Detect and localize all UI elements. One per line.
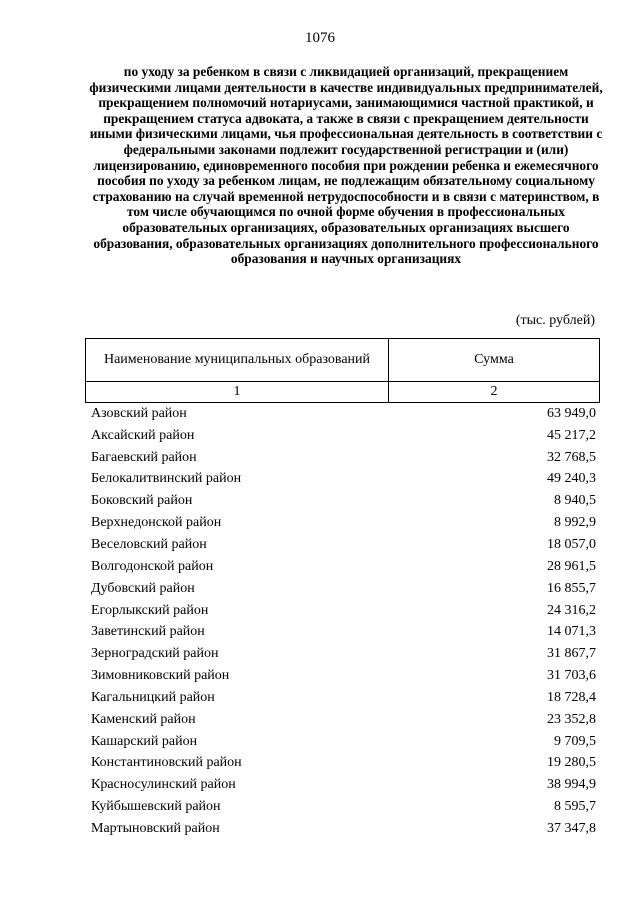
amount-value: 8 595,7 [554, 799, 596, 815]
column-number-2: 2 [389, 382, 600, 403]
municipality-name: Заветинский район [91, 624, 205, 640]
table-row [91, 556, 596, 578]
table-row [91, 621, 596, 643]
table-heading: по уходу за ребенком в связи с ликвидацией организаций, прекращением физическими лицами деятельности в качестве индивидуальных предпринимателей, прекращением полномочий нотариусами, занимающимися частной практикой, и прекращением статуса адвоката, а также в связи с прекращением деятельности иными физическими лицами, чья профессиональная деятельность в соответствии с федеральными законами подлежит государственной регистрации и (или) лицензированию, единовременного пособия при рождении ребенка и ежемесячного пособия по уходу за ребенком лицам, не подлежащим обязательному социальному страхованию на случай временной нетрудоспособности и в связи с материнством, в том числе обучающимся по очной форме обучения в профессиональных образовательных организациях, образовательных организациях высшего образования, образовательных организациях дополнительного профессионального образования и научных организациях [89, 64, 603, 267]
table-row [91, 687, 596, 709]
municipality-name: Зерноградский район [91, 646, 219, 662]
amount-value: 32 768,5 [547, 449, 596, 465]
municipality-name: Кагальницкий район [91, 689, 215, 705]
amount-value: 24 316,2 [547, 602, 596, 618]
amount-value: 31 703,6 [547, 668, 596, 684]
municipality-name: Мартыновский район [91, 820, 220, 836]
column-number-1: 1 [86, 382, 389, 403]
amount-value: 8 940,5 [554, 493, 596, 509]
table-row [91, 731, 596, 753]
table-row [91, 600, 596, 622]
table-row [91, 490, 596, 512]
municipality-name: Азовский район [91, 405, 187, 421]
amount-value: 28 961,5 [547, 558, 596, 574]
column-header-name: Наименование муниципальных образований [86, 339, 389, 382]
municipality-name: Константиновский район [91, 755, 242, 771]
municipality-name: Белокалитвинский район [91, 471, 242, 487]
table-row [91, 665, 596, 687]
amount-value: 8 992,9 [554, 515, 596, 531]
column-header-sum: Сумма [389, 339, 600, 382]
municipality-name: Боковский район [91, 493, 193, 509]
municipality-name: Кашарский район [91, 733, 198, 749]
municipality-name: Зимовниковский район [91, 668, 230, 684]
page-number: 1076 [305, 30, 335, 46]
table-header [85, 338, 600, 403]
amount-value: 37 347,8 [547, 820, 596, 836]
amount-value: 23 352,8 [547, 711, 596, 727]
amount-value: 45 217,2 [547, 427, 596, 443]
table-row [91, 709, 596, 731]
table-row [91, 774, 596, 796]
municipality-name: Красносулинский район [91, 777, 236, 793]
amount-value: 19 280,5 [547, 755, 596, 771]
table-row [91, 469, 596, 491]
units-label: (тыс. рублей) [515, 313, 595, 328]
table-row [91, 447, 596, 469]
table-row [91, 753, 596, 775]
table-row [91, 796, 596, 818]
municipality-name: Веселовский район [91, 536, 207, 552]
table-row [91, 643, 596, 665]
municipality-name: Аксайский район [91, 427, 195, 443]
amount-value: 38 994,9 [547, 777, 596, 793]
table-body [91, 403, 596, 840]
municipality-name: Дубовский район [91, 580, 195, 596]
amount-value: 31 867,7 [547, 646, 596, 662]
amount-value: 49 240,3 [547, 471, 596, 487]
table-row [91, 818, 596, 840]
amount-value: 16 855,7 [547, 580, 596, 596]
table-row [91, 403, 596, 425]
municipality-name: Каменский район [91, 711, 196, 727]
municipality-name: Егорлыкский район [91, 602, 209, 618]
table-row [91, 578, 596, 600]
table-row [91, 425, 596, 447]
municipality-name: Куйбышевский район [91, 799, 221, 815]
table-row [91, 534, 596, 556]
municipality-name: Верхнедонской район [91, 515, 222, 531]
amount-value: 18 057,0 [547, 536, 596, 552]
municipality-name: Багаевский район [91, 449, 197, 465]
municipality-name: Волгодонской район [91, 558, 214, 574]
amount-value: 18 728,4 [547, 689, 596, 705]
table-row [91, 512, 596, 534]
amount-value: 9 709,5 [554, 733, 596, 749]
amount-value: 14 071,3 [547, 624, 596, 640]
amount-value: 63 949,0 [547, 405, 596, 421]
